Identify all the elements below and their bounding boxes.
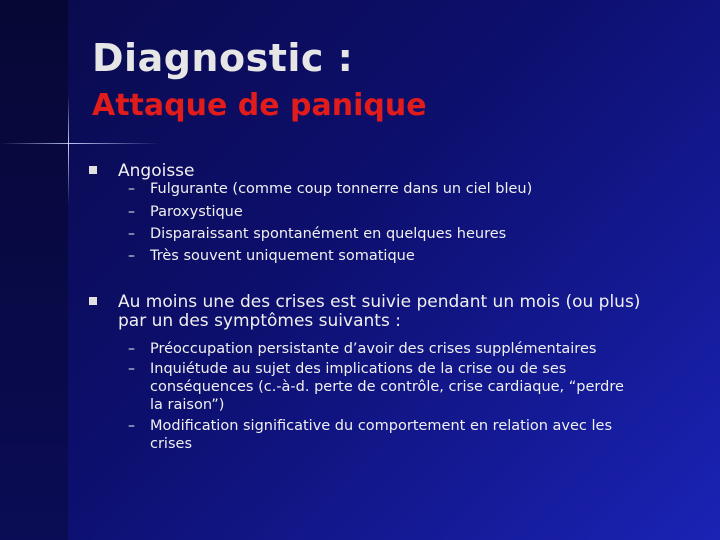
decorative-horizontal-line — [0, 143, 160, 144]
slide-subtitle: Attaque de panique — [92, 88, 427, 123]
section1-item: Paroxystique — [150, 204, 243, 220]
dash-icon: – — [128, 341, 135, 357]
decorative-vertical-line — [68, 95, 69, 205]
dash-icon: – — [128, 418, 135, 434]
section2-item-line: Préoccupation persistante d’avoir des crises supplémentaires — [150, 341, 597, 357]
section2-item-line: Modification significative du comportement en relation avec les — [150, 418, 613, 434]
section2-item-line: crises — [150, 436, 192, 452]
left-decorative-band — [0, 0, 68, 540]
section2-item-line: conséquences (c.-à-d. perte de contrôle, crise cardiaque, “perdre — [150, 379, 624, 395]
section1-item: Disparaissant spontanément en quelques heures — [150, 226, 507, 242]
section2-item-line: Inquiétude au sujet des implications de la crise ou de ses — [150, 361, 567, 377]
section2-label-line1: Au moins une des crises est suivie pendant un mois (ou plus) — [118, 292, 641, 312]
dash-icon: – — [128, 361, 135, 377]
square-bullet-icon — [89, 166, 97, 174]
slide-title: Diagnostic : — [92, 36, 354, 80]
section2-item-line: la raison”) — [150, 397, 225, 413]
section1-item: Fulgurante (comme coup tonnerre dans un ciel bleu) — [150, 181, 533, 197]
dash-icon: – — [128, 248, 135, 264]
dash-icon: – — [128, 204, 135, 220]
section1-item: Très souvent uniquement somatique — [150, 248, 415, 264]
dash-icon: – — [128, 181, 135, 197]
section2-label-line2: par un des symptômes suivants : — [118, 311, 401, 331]
section1-label: Angoisse — [118, 161, 195, 181]
square-bullet-icon — [89, 297, 97, 305]
dash-icon: – — [128, 226, 135, 242]
